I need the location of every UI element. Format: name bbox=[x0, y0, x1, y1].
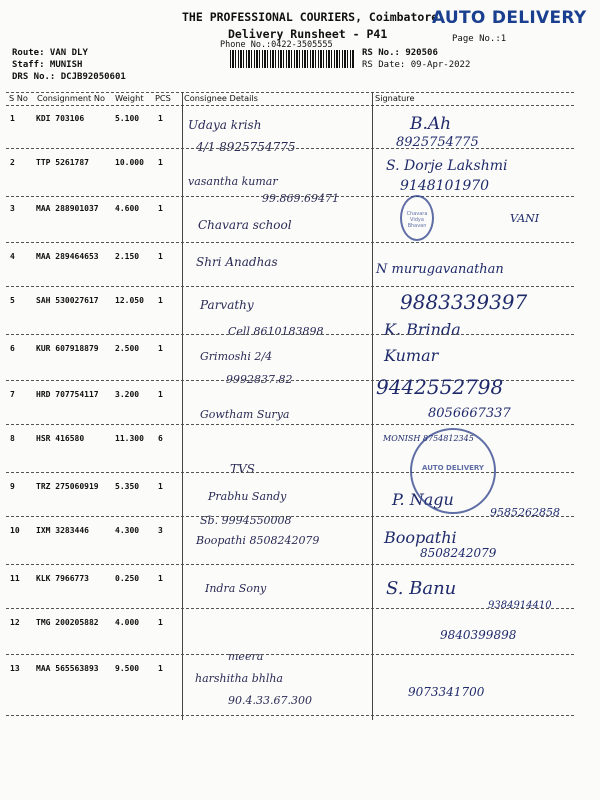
weight-value: 4.600 bbox=[115, 204, 140, 213]
serial-number: 8 bbox=[10, 434, 15, 443]
serial-number: 7 bbox=[10, 390, 15, 399]
signature-text: S. Banu bbox=[386, 578, 457, 599]
consignment-number: KLK 7966773 bbox=[36, 574, 89, 583]
serial-number: 12 bbox=[10, 618, 20, 627]
consignment-number: TTP 5261787 bbox=[36, 158, 89, 167]
pieces-count: 1 bbox=[158, 390, 163, 399]
auto-delivery-badge: AUTO DELIVERY bbox=[432, 8, 587, 28]
signature-text: VANI bbox=[510, 212, 540, 225]
rs-number: RS No.: 920506 bbox=[362, 48, 438, 58]
weight-value: 9.500 bbox=[115, 664, 140, 673]
serial-number: 10 bbox=[10, 526, 20, 535]
weight-value: 4.300 bbox=[115, 526, 140, 535]
weight-value: 10.000 bbox=[115, 158, 144, 167]
column-header: PCS bbox=[155, 93, 171, 103]
consignment-number: KUR 607918879 bbox=[36, 344, 99, 353]
consignee-detail: Udaya krish bbox=[188, 118, 262, 132]
consignee-detail: Gowtham Surya bbox=[200, 408, 290, 421]
pieces-count: 1 bbox=[158, 158, 163, 167]
row-divider bbox=[6, 654, 574, 655]
serial-number: 1 bbox=[10, 114, 15, 123]
phone-number: Phone No.:0422-3505555 bbox=[220, 40, 333, 50]
row-divider bbox=[6, 148, 574, 149]
staff-label: Staff: MUNISH bbox=[12, 60, 83, 70]
row-divider bbox=[6, 608, 574, 609]
signature-text: S. Dorje Lakshmi bbox=[386, 158, 508, 174]
consignee-detail: meera bbox=[228, 650, 264, 663]
signature-text: Boopathi bbox=[384, 528, 457, 547]
weight-value: 5.100 bbox=[115, 114, 140, 123]
consignment-number: SAH 530027617 bbox=[36, 296, 99, 305]
serial-number: 13 bbox=[10, 664, 20, 673]
serial-number: 3 bbox=[10, 204, 15, 213]
consignee-detail: TVS bbox=[230, 462, 255, 476]
signature-text: 9384914410 bbox=[488, 600, 552, 611]
signature-text: B.Ah bbox=[410, 114, 452, 134]
consignee-detail: Sb. 9994550008 bbox=[200, 514, 292, 527]
pieces-count: 1 bbox=[158, 574, 163, 583]
column-header: Weight bbox=[115, 93, 144, 103]
pieces-count: 1 bbox=[158, 252, 163, 261]
pieces-count: 6 bbox=[158, 434, 163, 443]
signature-text: N murugavanathan bbox=[376, 262, 504, 277]
weight-value: 12.050 bbox=[115, 296, 144, 305]
consignee-detail: 4/1 8925754775 bbox=[196, 140, 296, 154]
consignee-detail: 9992837.82 bbox=[226, 373, 293, 386]
consignment-number: TRZ 275060919 bbox=[36, 482, 99, 491]
serial-number: 9 bbox=[10, 482, 15, 491]
pieces-count: 1 bbox=[158, 664, 163, 673]
drs-number: DRS No.: DCJB92050601 bbox=[12, 72, 126, 82]
chavara-school-stamp bbox=[400, 195, 434, 241]
pieces-count: 1 bbox=[158, 296, 163, 305]
consignee-detail: Prabhu Sandy bbox=[208, 490, 287, 503]
signature-text: 9585262858 bbox=[490, 506, 560, 519]
stamp-text: AUTO DELIVERY bbox=[422, 464, 484, 472]
weight-value: 4.000 bbox=[115, 618, 140, 627]
signature-text: 9148101970 bbox=[400, 178, 490, 194]
stamp-text: Chavara Vidya Bhavan bbox=[406, 211, 428, 229]
row-divider bbox=[6, 334, 574, 335]
consignment-number: MAA 288901037 bbox=[36, 204, 99, 213]
runsheet-title: Delivery Runsheet - P41 bbox=[228, 27, 388, 41]
column-header: Consignment No bbox=[37, 93, 105, 103]
serial-number: 4 bbox=[10, 252, 15, 261]
pieces-count: 1 bbox=[158, 618, 163, 627]
barcode-icon bbox=[230, 50, 354, 68]
row-divider bbox=[6, 196, 574, 197]
weight-value: 11.300 bbox=[115, 434, 144, 443]
consignment-number: HRD 707754117 bbox=[36, 390, 99, 399]
pieces-count: 1 bbox=[158, 482, 163, 491]
consignment-number: MAA 565563893 bbox=[36, 664, 99, 673]
column-divider bbox=[372, 92, 373, 720]
consignment-number: TMG 200205882 bbox=[36, 618, 99, 627]
signature-text: 9840399898 bbox=[440, 628, 517, 642]
pieces-count: 1 bbox=[158, 114, 163, 123]
weight-value: 2.500 bbox=[115, 344, 140, 353]
signature-text: Kumar bbox=[384, 346, 439, 365]
signature-text: 9883339397 bbox=[400, 290, 528, 314]
consignment-number: KDI 703106 bbox=[36, 114, 85, 123]
consignee-detail: harshitha bhlha bbox=[195, 672, 283, 685]
serial-number: 11 bbox=[10, 574, 20, 583]
consignment-number: MAA 289464653 bbox=[36, 252, 99, 261]
consignee-detail: Boopathi 8508242079 bbox=[196, 534, 320, 547]
column-header: Signature bbox=[375, 93, 415, 103]
signature-text: P. Nagu bbox=[392, 490, 454, 509]
pieces-count: 3 bbox=[158, 526, 163, 535]
consignee-detail: Chavara school bbox=[198, 218, 292, 232]
signature-text: 9442552798 bbox=[376, 375, 504, 399]
pieces-count: 1 bbox=[158, 204, 163, 213]
consignee-detail: Shri Anadhas bbox=[196, 255, 278, 269]
signature-text: 9073341700 bbox=[408, 685, 485, 699]
serial-number: 2 bbox=[10, 158, 15, 167]
weight-value: 3.200 bbox=[115, 390, 140, 399]
pieces-count: 1 bbox=[158, 344, 163, 353]
rs-date: RS Date: 09-Apr-2022 bbox=[362, 60, 471, 70]
consignee-detail: Parvathy bbox=[200, 298, 254, 312]
consignee-detail: 90.4.33.67.300 bbox=[228, 694, 312, 707]
serial-number: 6 bbox=[10, 344, 15, 353]
consignee-detail: Indra Sony bbox=[205, 582, 267, 595]
consignment-number: IXM 3283446 bbox=[36, 526, 89, 535]
row-divider bbox=[6, 564, 574, 565]
weight-value: 5.350 bbox=[115, 482, 140, 491]
weight-value: 0.250 bbox=[115, 574, 140, 583]
weight-value: 2.150 bbox=[115, 252, 140, 261]
signature-text: 8056667337 bbox=[428, 406, 511, 421]
signature-text: 8508242079 bbox=[420, 546, 497, 560]
consignee-detail: 99.869.69471 bbox=[262, 192, 339, 205]
row-divider bbox=[6, 424, 574, 425]
row-divider bbox=[6, 242, 574, 243]
signature-text: 8925754775 bbox=[396, 135, 479, 150]
column-header: Consignee Details bbox=[184, 93, 258, 103]
signature-text: MONISH 8754812345 bbox=[383, 434, 474, 443]
consignee-detail: Cell 8610183898 bbox=[228, 325, 324, 338]
row-divider bbox=[6, 286, 574, 287]
route-label: Route: VAN DLY bbox=[12, 48, 88, 58]
serial-number: 5 bbox=[10, 296, 15, 305]
consignee-detail: Grimoshi 2/4 bbox=[200, 350, 273, 363]
consignment-number: HSR 416580 bbox=[36, 434, 85, 443]
header-rule bbox=[6, 105, 574, 106]
signature-text: K. Brinda bbox=[384, 320, 461, 339]
page-number: Page No.:1 bbox=[452, 34, 507, 44]
column-divider bbox=[182, 92, 183, 720]
company-title: THE PROFESSIONAL COURIERS, Coimbatore bbox=[182, 10, 439, 24]
row-divider bbox=[6, 715, 574, 716]
row-divider bbox=[6, 516, 574, 517]
consignee-detail: vasantha kumar bbox=[188, 175, 278, 188]
courier-stamp bbox=[410, 428, 496, 514]
column-header: S No bbox=[9, 93, 28, 103]
